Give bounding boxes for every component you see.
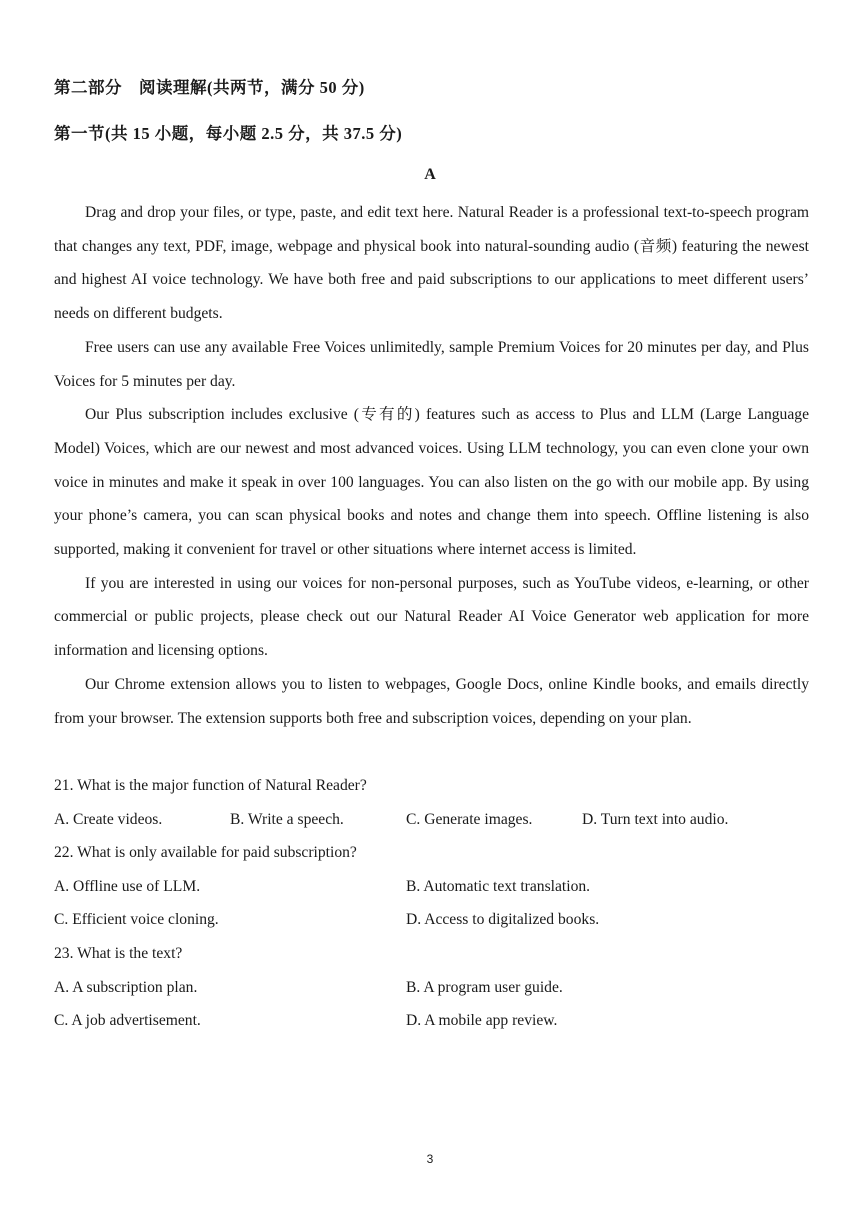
question-stem: 23. What is the text? bbox=[54, 945, 183, 962]
section-subtitle: 第一节(共 15 小题，每小题 2.5 分，共 37.5 分) bbox=[54, 124, 403, 143]
option-row bbox=[54, 1004, 814, 1038]
option-d[interactable]: D. Access to digitalized books. bbox=[406, 911, 600, 929]
option-c[interactable]: C. Generate images. bbox=[406, 810, 533, 828]
option-a[interactable]: A. Offline use of LLM. bbox=[54, 877, 201, 895]
passage-paragraph: If you are interested in using our voices for non-personal purposes, such as YouTube videos, e-learning, or other commercial or public projects, please check out our Natural Reader AI Voice Generator web application for more information and licensing options. bbox=[54, 574, 809, 660]
passage-paragraph: Our Chrome extension allows you to listen to webpages, Google Docs, online Kindle books, and emails directly from your browser. The extension supports both free and subscription voices, depending on your plan. bbox=[54, 675, 809, 727]
option-row bbox=[54, 870, 814, 904]
passage-body bbox=[54, 196, 809, 735]
passage-paragraph: Free users can use any available Free Voices unlimitedly, sample Premium Voices for 20 minutes per day, and Plus Voices for 5 minutes per day. bbox=[54, 338, 809, 390]
option-row bbox=[54, 903, 814, 937]
option-row bbox=[54, 971, 814, 1005]
passage-label: A bbox=[424, 166, 436, 183]
option-d[interactable]: D. A mobile app review. bbox=[406, 1012, 558, 1030]
option-b[interactable]: B. Write a speech. bbox=[230, 810, 344, 828]
passage-paragraph: Our Plus subscription includes exclusive (专有的) features such as access to Plus and LLM (Large Language Model) Voices, which are our newest and most advanced voices. Using LLM technology, you can even clone your own voice in minutes and make it speak in over 100 languages. You can also listen on the go with our mobile app. By using your phone’s camera, you can scan physical books and notes and change them into speech. Offline listening is also supported, making it convenient for travel or other situations where internet access is limited. bbox=[54, 406, 809, 559]
question-23 bbox=[54, 937, 814, 1038]
option-row bbox=[54, 803, 814, 837]
question-22 bbox=[54, 836, 814, 937]
option-c[interactable]: C. Efficient voice cloning. bbox=[54, 911, 219, 929]
page-number: 3 bbox=[426, 1152, 434, 1166]
option-c[interactable]: C. A job advertisement. bbox=[54, 1012, 201, 1030]
option-a[interactable]: A. A subscription plan. bbox=[54, 978, 198, 996]
passage-paragraph: Drag and drop your files, or type, paste, and edit text here. Natural Reader is a professional text-to-speech program that changes any text, PDF, image, webpage and physical book into natural-sounding audio (音频) featuring the newest and highest AI voice technology. We have both free and paid subscriptions to our applications to meet different users’ needs on different budgets. bbox=[54, 204, 809, 323]
question-21 bbox=[54, 769, 814, 836]
option-b[interactable]: B. Automatic text translation. bbox=[406, 877, 591, 895]
option-b[interactable]: B. A program user guide. bbox=[406, 978, 563, 996]
option-a[interactable]: A. Create videos. bbox=[54, 810, 163, 828]
question-stem: 22. What is only available for paid subscription? bbox=[54, 844, 357, 861]
question-stem: 21. What is the major function of Natural Reader? bbox=[54, 777, 367, 794]
option-d[interactable]: D. Turn text into audio. bbox=[582, 810, 729, 828]
section-title: 第二部分 阅读理解(共两节，满分 50 分) bbox=[54, 78, 365, 97]
